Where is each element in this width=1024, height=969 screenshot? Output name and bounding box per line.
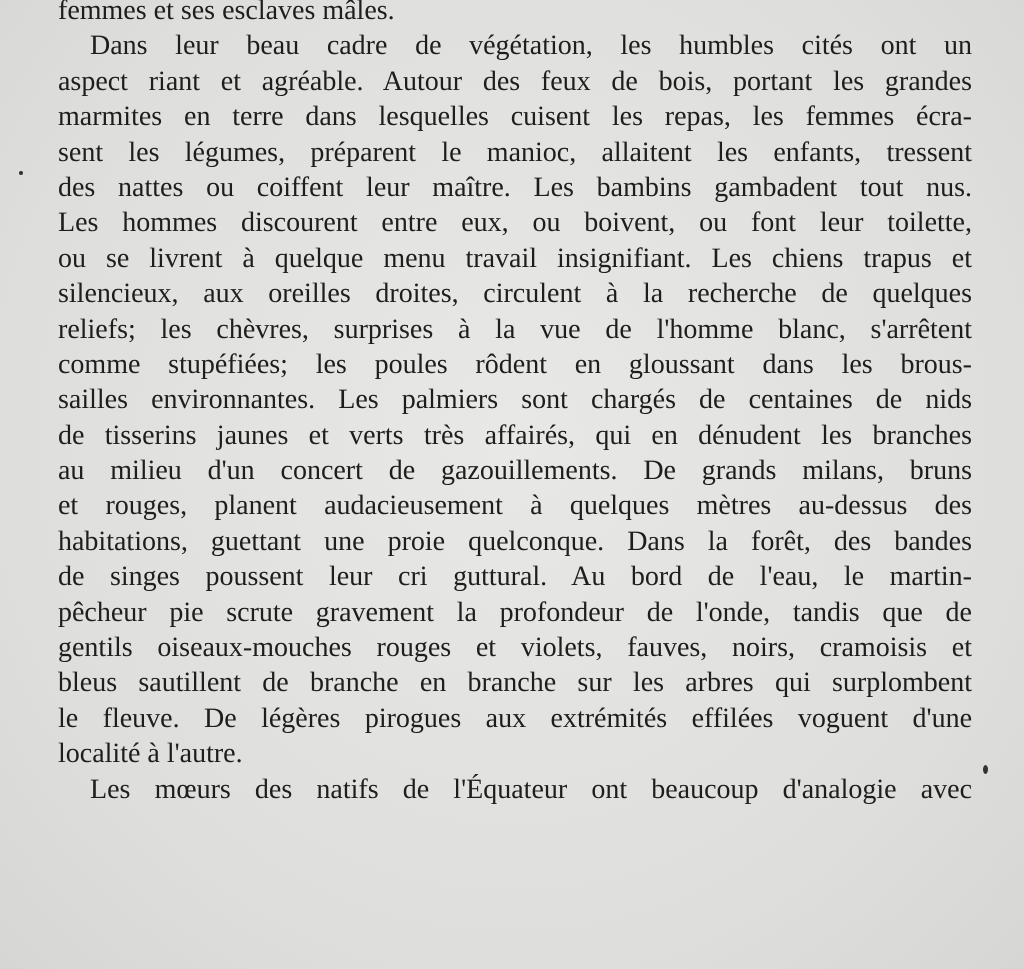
text-line: marmites en terre dans lesquelles cuisent les repas, les femmes écra- — [58, 101, 972, 133]
text-line: et rouges, planent audacieusement à quelques mètres au-dessus des — [58, 490, 972, 522]
body-text — [58, 0, 972, 807]
text-line: habitations, guettant une proie quelconque. Dans la forêt, des bandes — [58, 525, 972, 557]
text-line: au milieu d'un concert de gazouillements. De grands milans, bruns — [58, 455, 972, 487]
text-line: femmes et ses esclaves mâles. — [58, 0, 395, 26]
text-line: reliefs; les chèvres, surprises à la vue de l'homme blanc, s'arrêtent — [58, 313, 972, 345]
text-line: des nattes ou coiffent leur maître. Les bambins gambadent tout nus. — [58, 171, 972, 203]
text-line: sailles environnantes. Les palmiers sont chargés de centaines de nids — [58, 384, 972, 416]
ink-speck — [983, 765, 988, 774]
text-line: Les hommes discourent entre eux, ou boivent, ou font leur toilette, — [58, 207, 972, 239]
text-line: comme stupéfiées; les poules rôdent en gloussant dans les brous- — [58, 348, 972, 380]
text-line: aspect riant et agréable. Autour des feux de bois, portant les grandes — [58, 65, 972, 97]
text-line: localité à l'autre. — [58, 738, 243, 770]
text-line: le fleuve. De légères pirogues aux extrémités effilées voguent d'une — [58, 702, 972, 734]
text-line: silencieux, aux oreilles droites, circulent à la recherche de quelques — [58, 278, 972, 310]
text-line: Dans leur beau cadre de végétation, les humbles cités ont un — [90, 30, 972, 62]
text-line: sent les légumes, préparent le manioc, allaitent les enfants, tressent — [58, 136, 972, 168]
text-line: pêcheur pie scrute gravement la profondeur de l'onde, tandis que de — [58, 596, 972, 628]
text-line: ou se livrent à quelque menu travail insignifiant. Les chiens trapus et — [58, 242, 972, 274]
text-line: de singes poussent leur cri guttural. Au bord de l'eau, le martin- — [58, 561, 972, 593]
text-line: bleus sautillent de branche en branche sur les arbres qui surplombent — [58, 667, 972, 699]
text-line: de tisserins jaunes et verts très affairés, qui en dénudent les branches — [58, 419, 972, 451]
text-line: gentils oiseaux-mouches rouges et violets, fauves, noirs, cramoisis et — [58, 632, 972, 664]
text-line: Les mœurs des natifs de l'Équateur ont beaucoup d'analogie avec — [90, 773, 972, 805]
ink-speck — [19, 171, 23, 175]
